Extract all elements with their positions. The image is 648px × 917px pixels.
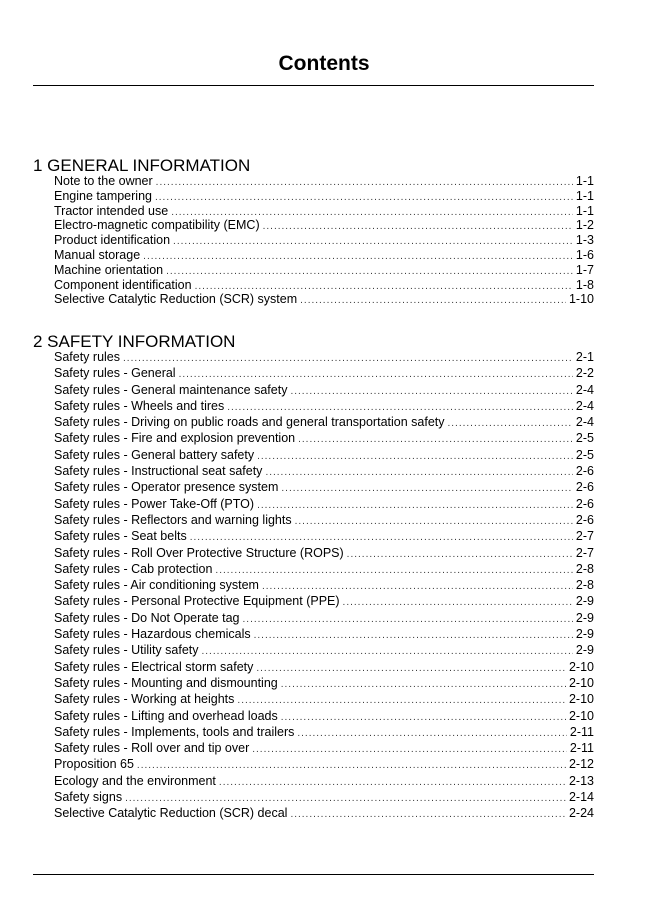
toc-entry-page: 2-10 — [568, 675, 594, 690]
toc-entry-page: 1-6 — [575, 247, 594, 262]
toc-entry-label: Electro-magnetic compatibility (EMC) — [54, 218, 260, 233]
toc-entry-page: 2-4 — [575, 382, 594, 397]
toc-entry[interactable] — [54, 248, 594, 263]
toc-entry[interactable] — [54, 174, 594, 189]
toc-entry-page: 2-11 — [569, 724, 594, 739]
toc-entry-label: Safety rules - Electrical storm safety — [54, 659, 254, 674]
toc-entry-label: Safety rules - Implements, tools and trailers — [54, 724, 295, 739]
toc-entry[interactable] — [54, 659, 594, 675]
dot-leader — [300, 294, 566, 307]
dot-leader — [215, 563, 573, 577]
dot-leader — [263, 220, 573, 233]
toc-entry-page: 1-8 — [575, 277, 594, 292]
toc-entry[interactable] — [54, 675, 594, 691]
toc-entry-label: Product identification — [54, 233, 171, 248]
toc-entry-label: Safety rules — [54, 350, 121, 364]
dot-leader — [243, 612, 573, 626]
dot-leader — [195, 280, 573, 293]
toc-entry-page: 2-6 — [575, 512, 594, 527]
toc-entry-page: 2-9 — [575, 594, 594, 609]
dot-leader — [190, 530, 573, 544]
toc-entry-page: 2-6 — [575, 480, 594, 495]
toc-entry[interactable] — [54, 463, 594, 479]
toc-entry-label: Safety rules - Air conditioning system — [54, 578, 259, 593]
toc-entry[interactable] — [54, 642, 594, 658]
toc-entry-label: Safety rules - Working at heights — [54, 692, 235, 707]
toc-entry-page: 2-24 — [568, 806, 594, 821]
toc-entry[interactable] — [54, 708, 594, 724]
dot-leader — [256, 661, 566, 675]
toc-entry-label: Safety signs — [54, 790, 123, 805]
toc-entry-page: 2-8 — [575, 561, 594, 576]
toc-entry[interactable] — [54, 593, 594, 609]
toc-entry-label: Safety rules - Hazardous chemicals — [54, 627, 251, 642]
toc-entry-label: Engine tampering — [54, 188, 152, 203]
toc-entry[interactable] — [54, 398, 594, 414]
section-heading-general: 1 GENERAL INFORMATION — [33, 156, 251, 175]
toc-entry[interactable] — [54, 496, 594, 512]
toc-entry[interactable] — [54, 365, 594, 381]
toc-entry[interactable] — [54, 561, 594, 577]
dot-leader — [123, 351, 573, 365]
dot-leader — [262, 579, 573, 593]
toc-entry-label: Component identification — [54, 277, 192, 292]
dot-leader — [347, 547, 573, 561]
toc-entry[interactable] — [54, 218, 594, 233]
toc-entry[interactable] — [54, 691, 594, 707]
toc-list-general — [54, 174, 594, 307]
toc-entry[interactable] — [54, 773, 594, 789]
dot-leader — [297, 726, 567, 740]
dot-leader — [343, 595, 573, 609]
dot-leader — [173, 235, 573, 248]
toc-entry-page: 2-7 — [575, 545, 594, 560]
dot-leader — [290, 807, 566, 821]
toc-entry-page: 2-2 — [575, 366, 594, 381]
dot-leader — [219, 775, 566, 789]
toc-entry-page: 2-8 — [575, 578, 594, 593]
toc-entry-label: Tractor intended use — [54, 203, 169, 218]
dot-leader — [281, 710, 566, 724]
toc-entry-page: 1-1 — [575, 203, 594, 218]
toc-entry-page: 2-5 — [575, 447, 594, 462]
toc-entry-label: Machine orientation — [54, 262, 164, 277]
toc-entry[interactable] — [54, 528, 594, 544]
toc-entry-page: 1-3 — [575, 233, 594, 248]
toc-entry[interactable] — [54, 278, 594, 293]
toc-entry-label: Safety rules - Do Not Operate tag — [54, 610, 240, 625]
dot-leader — [290, 384, 572, 398]
dot-leader — [237, 693, 566, 707]
toc-entry-page: 1-1 — [575, 174, 594, 188]
dot-leader — [281, 677, 566, 691]
dot-leader — [155, 191, 573, 204]
toc-entry-page: 1-10 — [568, 292, 594, 307]
toc-entry-page: 2-10 — [568, 692, 594, 707]
section-heading-safety: 2 SAFETY INFORMATION — [33, 332, 236, 351]
toc-entry-label: Ecology and the environment — [54, 773, 216, 788]
toc-entry[interactable] — [54, 430, 594, 446]
page-title: Contents — [278, 52, 370, 75]
toc-entry-page: 2-10 — [568, 659, 594, 674]
toc-entry[interactable] — [54, 789, 594, 805]
toc-entry-page: 2-7 — [575, 529, 594, 544]
dot-leader — [298, 432, 573, 446]
toc-entry-page: 2-12 — [568, 757, 594, 772]
toc-entry-page: 1-2 — [575, 218, 594, 233]
toc-entry-page: 2-6 — [575, 464, 594, 479]
toc-list-safety — [54, 349, 594, 822]
toc-entry-label: Safety rules - Reflectors and warning lights — [54, 512, 292, 527]
toc-entry-label: Safety rules - Roll over and tip over — [54, 741, 250, 756]
toc-entry-page: 2-11 — [569, 741, 594, 756]
toc-entry[interactable] — [54, 610, 594, 626]
toc-entry-label: Safety rules - General battery safety — [54, 447, 255, 462]
toc-entry-label: Safety rules - Utility safety — [54, 643, 199, 658]
toc-entry-label: Safety rules - Seat belts — [54, 529, 187, 544]
toc-entry-page: 2-13 — [568, 773, 594, 788]
toc-entry-page: 1-1 — [575, 188, 594, 203]
dot-leader — [448, 416, 573, 430]
dot-leader — [227, 400, 573, 414]
dot-leader — [281, 481, 573, 495]
toc-entry[interactable] — [54, 233, 594, 248]
toc-entry[interactable] — [54, 349, 594, 365]
toc-entry[interactable] — [54, 724, 594, 740]
toc-entry[interactable] — [54, 382, 594, 398]
toc-entry-label: Safety rules - Operator presence system — [54, 480, 279, 495]
toc-entry[interactable] — [54, 263, 594, 278]
toc-entry-label: Manual storage — [54, 247, 141, 262]
toc-entry-label: Safety rules - Lifting and overhead loads — [54, 708, 278, 723]
toc-entry-label: Safety rules - General maintenance safety — [54, 382, 288, 397]
dot-leader — [156, 176, 573, 189]
dot-leader — [252, 742, 567, 756]
toc-entry-label: Safety rules - General — [54, 366, 176, 381]
toc-entry[interactable] — [54, 204, 594, 219]
dot-leader — [166, 265, 573, 278]
toc-entry[interactable] — [54, 756, 594, 772]
dot-leader — [257, 498, 573, 512]
toc-entry-label: Selective Catalytic Reduction (SCR) system — [54, 292, 298, 307]
dot-leader — [265, 465, 572, 479]
toc-entry[interactable] — [54, 577, 594, 593]
dot-leader — [171, 206, 573, 219]
toc-entry-label: Safety rules - Personal Protective Equipment (PPE) — [54, 594, 340, 609]
toc-entry-page: 2-10 — [568, 708, 594, 723]
dot-leader — [137, 758, 566, 772]
dot-leader — [254, 628, 573, 642]
toc-entry-page: 2-9 — [575, 627, 594, 642]
toc-entry-page: 1-7 — [575, 262, 594, 277]
toc-entry-page: 2-5 — [575, 431, 594, 446]
toc-entry-label: Safety rules - Instructional seat safety — [54, 464, 263, 479]
toc-entry-label: Selective Catalytic Reduction (SCR) decal — [54, 806, 288, 821]
toc-entry[interactable] — [54, 292, 594, 307]
dot-leader — [295, 514, 573, 528]
toc-entry-page: 2-1 — [575, 350, 594, 364]
toc-entry-page: 2-4 — [575, 415, 594, 430]
dot-leader — [179, 367, 573, 381]
toc-entry[interactable] — [54, 740, 594, 756]
toc-entry[interactable] — [54, 626, 594, 642]
toc-entry[interactable] — [54, 447, 594, 463]
toc-entry-page: 2-9 — [575, 643, 594, 658]
dot-leader — [202, 644, 573, 658]
toc-entry-label: Safety rules - Fire and explosion prevention — [54, 431, 296, 446]
toc-entry-label: Safety rules - Driving on public roads and general transportation safety — [54, 415, 445, 430]
toc-entry[interactable] — [54, 189, 594, 204]
toc-entry[interactable] — [54, 805, 594, 821]
toc-entry-label: Safety rules - Power Take-Off (PTO) — [54, 496, 255, 511]
top-divider — [33, 85, 594, 86]
toc-entry-page: 2-4 — [575, 398, 594, 413]
toc-entry-page: 2-9 — [575, 610, 594, 625]
toc-entry[interactable] — [54, 545, 594, 561]
toc-entry-label: Note to the owner — [54, 174, 153, 188]
toc-entry-label: Safety rules - Mounting and dismounting — [54, 675, 278, 690]
dot-leader — [125, 791, 566, 805]
toc-entry-page: 2-6 — [575, 496, 594, 511]
toc-entry[interactable] — [54, 512, 594, 528]
bottom-divider — [33, 874, 594, 875]
toc-entry-label: Safety rules - Cab protection — [54, 561, 213, 576]
toc-entry[interactable] — [54, 414, 594, 430]
toc-entry-label: Safety rules - Roll Over Protective Structure (ROPS) — [54, 545, 344, 560]
toc-entry-label: Proposition 65 — [54, 757, 134, 772]
toc-entry-label: Safety rules - Wheels and tires — [54, 398, 225, 413]
toc-entry[interactable] — [54, 479, 594, 495]
dot-leader — [143, 250, 573, 263]
toc-entry-page: 2-14 — [568, 790, 594, 805]
dot-leader — [257, 449, 573, 463]
